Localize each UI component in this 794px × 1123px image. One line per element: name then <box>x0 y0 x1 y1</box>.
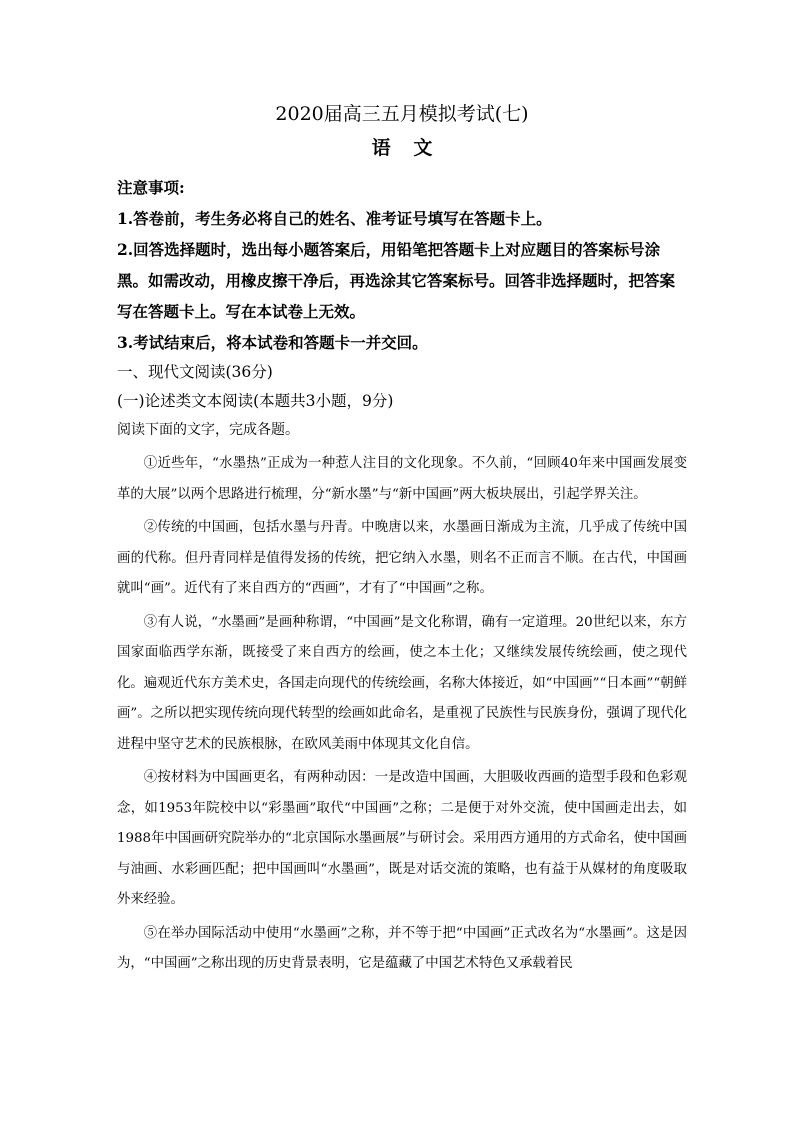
notice-heading: 注意事项: <box>117 178 185 197</box>
exam-page <box>117 100 687 983</box>
passage-paragraph-2: ②传统的中国画，包括水墨与丹青。中晚唐以来，水墨画日渐成为主流，几乎成了传统中国画的代称。但丹青同样是值得发扬的传统，把它纳入水墨，则名不正而言不顺。在古代，中国画就叫“画”。近代有了来自西方的“西画”，才有了“中国画”之称。 <box>117 520 687 596</box>
passage-paragraph-4: ④按材料为中国画更名，有两种动因：一是改造中国画，大胆吸收西画的造型手段和色彩观念，如1953年院校中以“彩墨画”取代“中国画”之称；二是便于对外交流，使中国画走出去，如1988年中国画研究院举办的“北京国际水墨画展”与研讨会。采用西方通用的方式命名，使中国画与油画、水彩画匹配；把中国画叫“水墨画”，既是对话交流的策略，也有益于从媒材的角度吸取外来经验。 <box>117 770 688 907</box>
notice-item-2: 2.回答选择题时，选出每小题答案后，用铅笔把答题卡上对应题目的答案标号涂黑。如需改动，用橡皮擦干净后，再选涂其它答案标号。回答非选择题时，把答案写在答题卡上。写在本试卷上无效。 <box>117 240 676 321</box>
notice-block <box>117 172 687 358</box>
section-subtitle: (一)论述类文本阅读(本题共3小题，9分) <box>117 392 394 410</box>
passage-paragraph-3: ③有人说，“水墨画”是画种称谓，“中国画”是文化称谓，确有一定道理。20世纪以来，东方国家面临西学东渐，既接受了来自西方的绘画，使之本土化；又继续发展传统绘画，使之现代化。遍观近代东方美术史，各国走向现代的传统绘画，名称大体接近，如“中国画”“日本画”“朝鲜画”。之所以把实现传统向现代转型的绘画如此命名，是重视了民族性与民族身份，强调了现代化进程中坚守艺术的民族根脉，在欧风美雨中体现其文化自信。 <box>117 614 687 752</box>
passage-paragraph-5: ⑤在举办国际活动中使用“水墨画”之称，并不等于把“中国画”正式改名为“水墨画”。这是因为，“中国画”之称出现的历史背景表明，它是蕴藏了中国艺术特色又承载着民 <box>117 925 687 971</box>
section-instruction: 阅读下面的文字，完成各题。 <box>117 422 299 438</box>
exam-title: 2020届高三五月模拟考试(七) <box>275 103 529 125</box>
passage-paragraph-1: ①近些年，“水墨热”正成为一种惹人注目的文化现象。不久前，“回顾40年来中国画发展变革的大展”以两个思路进行梳理，分“新水墨”与“新中国画”两大板块展出，引起学界关注。 <box>117 456 687 502</box>
notice-item-3: 3.考试结束后，将本试卷和答题卡一并交回。 <box>117 333 428 352</box>
notice-item-1: 1.答卷前，考生务必将自己的姓名、准考证号填写在答题卡上。 <box>117 209 552 228</box>
section-title: 一、现代文阅读(36分) <box>117 363 273 381</box>
exam-subject: 语文 <box>371 137 456 159</box>
reading-section <box>117 358 687 980</box>
